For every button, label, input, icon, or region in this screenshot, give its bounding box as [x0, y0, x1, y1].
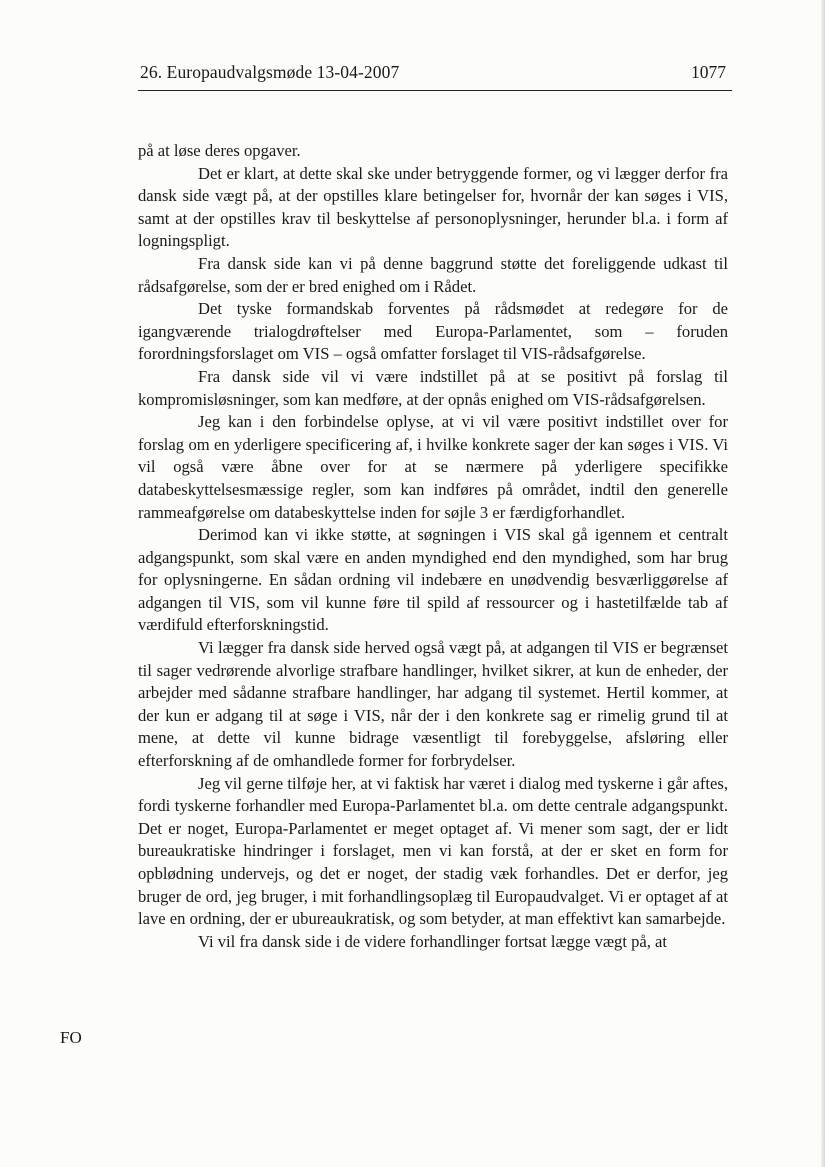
page-header: [138, 62, 732, 91]
paragraph: Fra dansk side kan vi på denne baggrund støtte det foreliggende udkast til rådsafgørelse, som der er bred enighed om i Rådet.: [138, 253, 728, 296]
header-title: 26. Europaudvalgsmøde 13-04-2007: [140, 62, 400, 82]
paragraph: Vi vil fra dansk side i de videre forhandlinger fortsat lægge vægt på, at: [198, 931, 668, 951]
paragraph: Jeg kan i den forbindelse oplyse, at vi vil være positivt indstillet over for forslag om en yderligere specificering af, i hvilke konkrete sager der kan søges i VIS. Vi vil også være åbne over for at se nærmere på yderligere specifikke databeskyttelsesmæssige regler, som kan indføres på området, indtil den generelle rammeafgørelse om databeskyttelse inden for søjle 3 er færdigforhandlet.: [138, 412, 728, 522]
paragraph: Fra dansk side vil vi være indstillet på at se positivt på forslag til kompromisløsninger, som kan medføre, at der opnås enighed om VIS-rådsafgørelsen.: [138, 366, 728, 409]
paragraph: Vi lægger fra dansk side herved også vægt på, at adgangen til VIS er begrænset til sager vedrørende alvorlige strafbare handlinger, hvilket sikrer, at kun de enheder, der arbejder med sådanne strafbare handlinger, har adgang til systemet. Hertil kommer, at der kun er adgang til at søge i VIS, når der i den konkrete sag er rimelig grund til at mene, at dette vil kunne bidrage væsentligt til forebyggelse, afsløring eller efterforskning af de omhandlede former for forbrydelser.: [138, 638, 728, 771]
page-number: 1077: [691, 62, 726, 82]
paragraph: Det er klart, at dette skal ske under betryggende former, og vi lægger derfor fra dansk side vægt på, at der opstilles klare betingelser for, hvornår der kan søges i VIS, samt at der opstilles krav til beskyttelse af personoplysninger, herunder bl.a. i form af logningspligt.: [138, 163, 728, 251]
body-text: [138, 140, 728, 953]
scan-edge: [821, 0, 825, 1167]
paragraph: på at løse deres opgaver.: [138, 141, 301, 160]
margin-note: FO: [60, 1028, 82, 1047]
paragraph: Det tyske formandskab forventes på rådsmødet at redegøre for de igangværende trialogdrøftelser med Europa-Parlamentet, som – foruden forordningsforslaget om VIS – også omfatter forslaget til VIS-rådsafgørelse.: [138, 299, 728, 364]
paragraph: Derimod kan vi ikke støtte, at søgningen i VIS skal gå igennem et centralt adgangspunkt, som skal være en anden myndighed end den myndighed, som har brug for oplysningerne. En sådan ordning vil indebære en unødvendig besværliggørelse af adgangen til VIS, som vil kunne føre til spild af ressourcer og i hastetilfælde tab af værdifuld efterforskningstid.: [138, 525, 728, 635]
paragraph: Jeg vil gerne tilføje her, at vi faktisk har været i dialog med tyskerne i går aftes, fordi tyskerne forhandler med Europa-Parlamentet bl.a. om dette centrale adgangspunkt. Det er noget, Europa-Parlamentet er meget optaget af. Vi mener som sagt, der er lidt bureaukratiske hindringer i forslaget, men vi kan forstå, at der er sket en form for opblødning undervejs, og det er noget, der stadig væk forhandles. Det er derfor, jeg bruger de ord, jeg bruger, i mit forhandlingsoplæg til Europaudvalget. Vi er optaget af at lave en ordning, der er ubureaukratisk, og som betyder, at man effektivt kan samarbejde.: [138, 773, 728, 929]
